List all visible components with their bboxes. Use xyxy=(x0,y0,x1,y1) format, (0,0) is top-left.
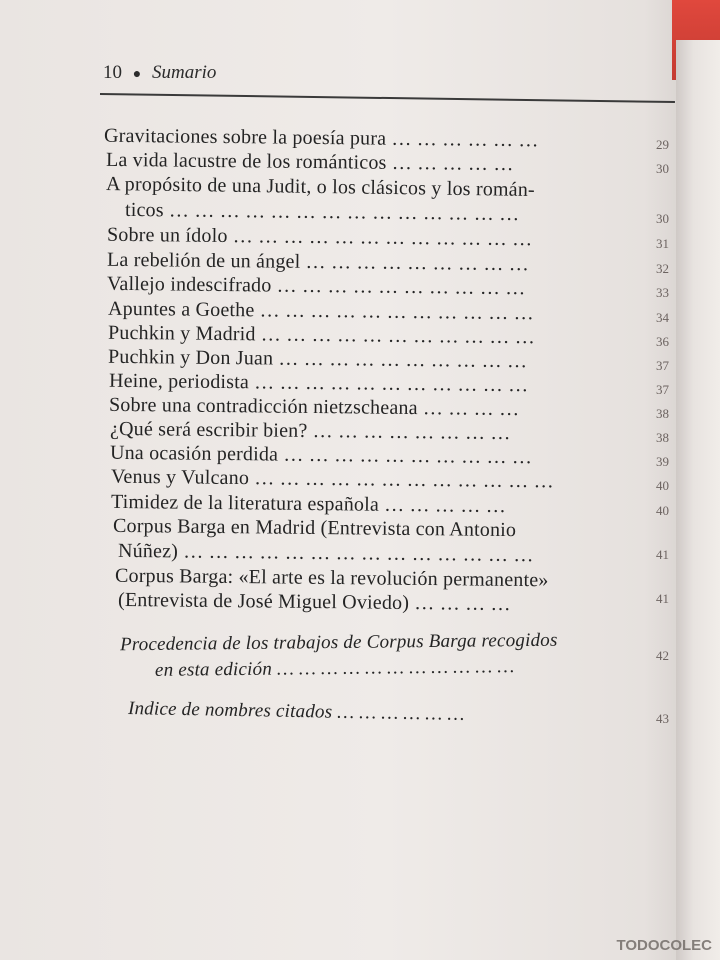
toc-entry: Venus y Vulcano … … … … … … … … … … … … xyxy=(110,465,554,493)
toc-entry: ticos … … … … … … … … … … … … … … xyxy=(124,198,520,226)
toc-page-number: 40 xyxy=(656,503,669,518)
toc-page-number: 42 xyxy=(656,648,669,663)
toc-entry: Timidez de la literatura española … … … … … xyxy=(110,490,507,518)
toc-entry: Puchkin y Don Juan … … … … … … … … … … xyxy=(107,345,528,373)
toc-page-number: 39 xyxy=(656,454,669,469)
toc-page-number: 43 xyxy=(656,711,669,726)
toc-entry: A propósito de una Judit, o los clásicos y los román- xyxy=(105,173,536,201)
toc-entry: Gravitaciones sobre la poesía pura … … … … … … xyxy=(103,124,539,152)
toc-entry: La rebelión de un ángel … … … … … … … … … xyxy=(106,248,530,276)
toc-page-number: 31 xyxy=(656,236,669,251)
toc-page-number: 36 xyxy=(656,334,669,349)
toc-entry: Una ocasión perdida … … … … … … … … … … xyxy=(109,441,533,469)
header-page-number: 10 xyxy=(103,62,122,83)
toc-entry: Corpus Barga en Madrid (Entrevista con Antonio xyxy=(112,514,517,542)
toc-entry: Núñez) … … … … … … … … … … … … … … xyxy=(117,539,534,567)
toc-entry: Sobre una contradicción nietzscheana … … … … xyxy=(108,393,520,421)
toc-entry: La vida lacustre de los románticos … … … … … xyxy=(105,148,514,176)
toc-page-number: 33 xyxy=(656,285,669,300)
toc-page-number: 37 xyxy=(656,358,669,373)
header-title: Sumario xyxy=(151,62,217,83)
toc-entry: Apuntes a Goethe … … … … … … … … … … … xyxy=(107,297,535,325)
toc-entry: en esta edición … … … … … … … … … … … xyxy=(154,656,515,681)
toc-entry: Puchkin y Madrid … … … … … … … … … … … xyxy=(107,321,536,349)
toc-entry: Corpus Barga: «El arte es la revolución permanente» xyxy=(114,564,549,592)
toc-entry: ¿Qué será escribir bien? … … … … … … … … xyxy=(109,417,511,445)
toc-page-number: 38 xyxy=(656,430,669,445)
toc-entry: Indice de nombres citados … … … … … … xyxy=(127,698,465,725)
toc-entry: Procedencia de los trabajos de Corpus Barga recogidos xyxy=(119,629,558,656)
toc-page-number: 41 xyxy=(656,547,669,562)
toc-entry: Heine, periodista … … … … … … … … … … … xyxy=(108,369,529,397)
toc-page-number: 41 xyxy=(656,591,669,606)
toc-page-number: 37 xyxy=(656,382,669,397)
toc-page-number: 30 xyxy=(656,211,669,226)
toc-page-number: 40 xyxy=(656,478,669,493)
toc-entry: Vallejo indescifrado … … … … … … … … … … xyxy=(106,272,526,300)
watermark: TODOCOLEC xyxy=(616,937,712,954)
toc-page-number: 30 xyxy=(656,161,669,176)
toc-entry: (Entrevista de José Miguel Oviedo) … … … … xyxy=(117,588,511,616)
toc-entry: Sobre un ídolo … … … … … … … … … … … … xyxy=(106,223,533,251)
header-bullet: ● xyxy=(132,67,142,82)
toc-page-number: 29 xyxy=(656,137,669,152)
toc-page-number: 32 xyxy=(656,261,669,276)
toc-page-number: 34 xyxy=(656,310,669,325)
toc-page-number: 38 xyxy=(656,406,669,421)
